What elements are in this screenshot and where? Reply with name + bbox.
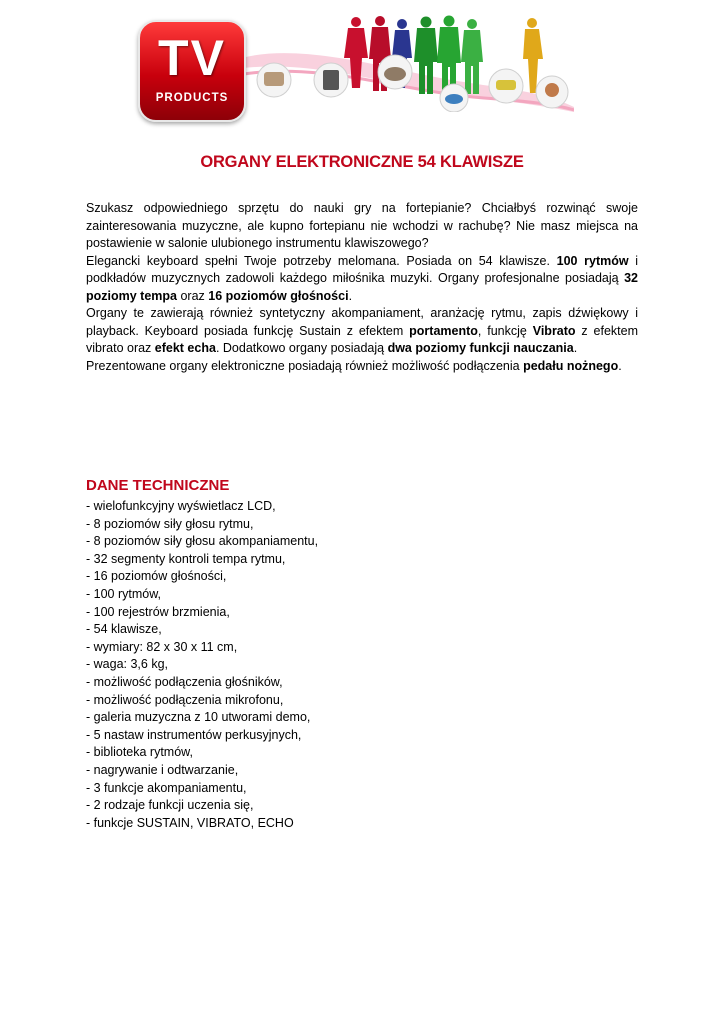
bold-highlight: efekt echa (154, 341, 216, 355)
text-run: z efektem vibrato oraz (86, 323, 638, 355)
spec-item: - nagrywanie i odtwarzanie, (86, 762, 239, 777)
spec-item: - możliwość podłączenia głośników, (86, 674, 283, 689)
bold-highlight: Vibrato (532, 323, 576, 338)
tech-section-title: DANE TECHNICZNE (86, 477, 230, 494)
spec-item: - 100 rejestrów brzmienia, (86, 604, 230, 619)
description-paragraph (86, 358, 638, 376)
spec-item: - 8 poziomów siły głosu rytmu, (86, 516, 254, 531)
spec-item: - 100 rytmów, (86, 586, 162, 601)
spec-item: - waga: 3,6 kg, (86, 657, 168, 672)
spec-item: - możliwość podłączenia mikrofonu, (86, 692, 284, 707)
text-run: . (618, 358, 622, 373)
description-paragraph (86, 253, 638, 306)
spec-item: - 32 segmenty kontroli tempa rytmu, (86, 551, 286, 566)
spec-item: - biblioteka rytmów, (86, 745, 193, 760)
spec-item: - 3 funkcje akompaniamentu, (86, 780, 247, 795)
bold-highlight: pedału nożnego (523, 358, 619, 373)
spec-item: - 5 nastaw instrumentów perkusyjnych, (86, 727, 302, 742)
product-description (86, 200, 638, 375)
tech-spec-list (86, 498, 318, 832)
text-run: Prezentowane organy elektroniczne posiadają również możliwość podłączenia (86, 358, 524, 373)
text-run: Organy te zawierają również syntetyczny akompaniament, aranżację rytmu, zapis dźwiękowy i playback. Keyboard posiada funkcję Sustain z efektem (86, 306, 638, 338)
description-paragraph (86, 305, 638, 358)
spec-item: - 2 rodzaje funkcji uczenia się, (86, 798, 254, 813)
bold-highlight: 16 poziomów głośności (208, 288, 349, 303)
bold-highlight: dwa poziomy funkcji nauczania (387, 341, 574, 355)
text-run: oraz (177, 288, 209, 303)
bold-highlight: portamento (409, 323, 478, 338)
spec-item: - galeria muzyczna z 10 utworami demo, (86, 710, 311, 725)
text-run: . (348, 288, 353, 303)
logo-main-text: TV (158, 30, 226, 86)
bold-highlight: 32 poziomy tempa (86, 271, 638, 303)
text-run: Elegancki keyboard spełni Twoje potrzeby melomana. Posiada on 54 klawisze. (86, 253, 557, 268)
product-title: ORGANY ELEKTRONICZNE 54 KLAWISZE (200, 153, 524, 171)
text-run: Szukasz odpowiedniego sprzętu do nauki gry na fortepianie? Chciałbyś rozwinąć swoje zainteresowania muzyczne, ale kupno fortepianu nie wchodzi w rachubę? Nie masz miejsca na postawienie w salonie ulubionego instrumentu klawiszowego? (86, 201, 638, 250)
text-run: . Dodatkowo organy posiadają (215, 341, 388, 355)
spec-item: - funkcje SUSTAIN, VIBRATO, ECHO (86, 815, 294, 830)
text-run: . (573, 341, 578, 355)
spec-item: - 16 poziomów głośności, (86, 569, 227, 584)
spec-item: - wymiary: 82 x 30 x 11 cm, (86, 639, 238, 654)
header-banner (134, 12, 574, 112)
bold-highlight: 100 rytmów (556, 253, 629, 268)
text-run: , funkcję (477, 323, 533, 338)
description-paragraph (86, 200, 638, 253)
spec-item: - 54 klawisze, (86, 622, 162, 637)
logo-sub-text: PRODUCTS (155, 92, 229, 104)
spec-item: - wielofunkcyjny wyświetlacz LCD, (86, 499, 276, 513)
spec-item: - 8 poziomów siły głosu akompaniamentu, (86, 534, 319, 549)
text-run: i podkładów muzycznych zadowoli każdego miłośnika muzyki. Organy profesjonalne posiadają (86, 253, 638, 285)
tv-products-logo (138, 20, 246, 122)
